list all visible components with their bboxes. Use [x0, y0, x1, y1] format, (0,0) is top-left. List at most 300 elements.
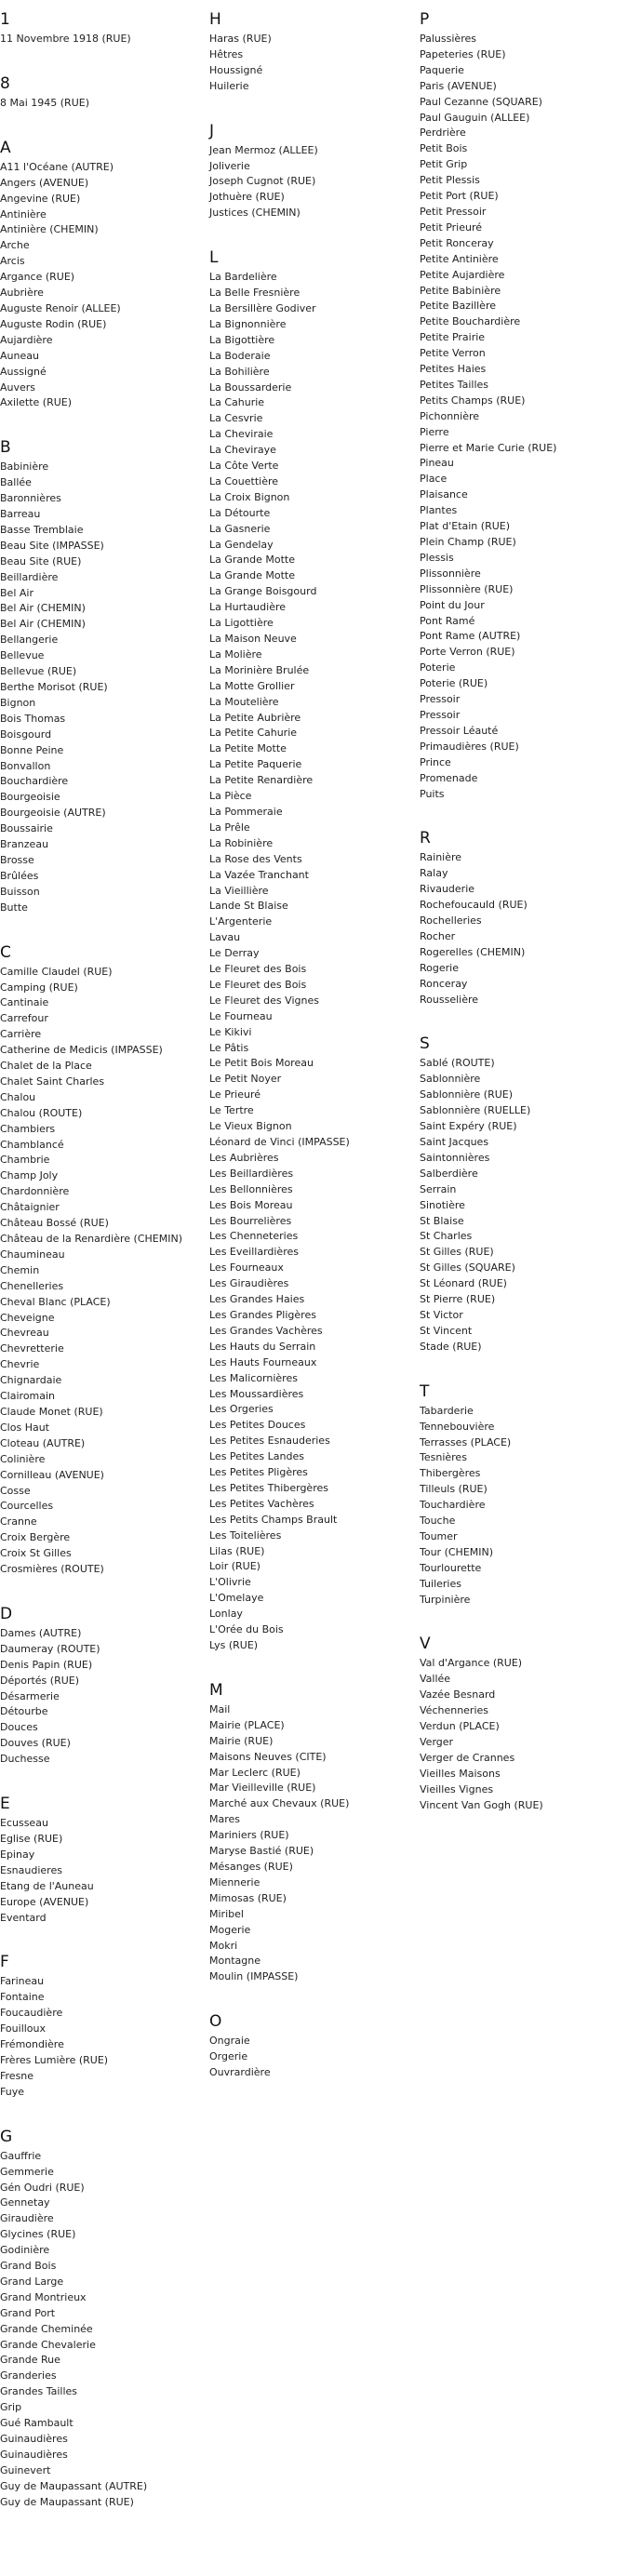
street-item: Petite Aujardière: [420, 268, 505, 281]
letter-section: [0, 942, 197, 1578]
street-list: [0, 32, 197, 47]
street-item: L'Olivrie: [209, 1576, 251, 1589]
street-item: Paris (AVENUE): [420, 79, 497, 92]
street-item: Lonlay: [209, 1608, 243, 1621]
letter-section: [420, 1634, 617, 1813]
street-item: La Motte Grollier: [209, 679, 295, 692]
street-item: Toumer: [420, 1529, 458, 1542]
street-list: [0, 965, 197, 1578]
street-item: Petite Bouchardière: [420, 315, 521, 328]
street-list: [0, 160, 197, 412]
street-item: Auvers: [0, 380, 36, 394]
street-item: L'Argenterie: [209, 915, 273, 928]
street-item: Les Toitelières: [209, 1528, 282, 1542]
letter-section: [420, 9, 617, 802]
street-item: La Ligottière: [209, 617, 274, 630]
street-item: Puits: [420, 787, 445, 800]
street-item: La Bohilière: [209, 365, 270, 378]
street-item: Duchesse: [0, 1753, 50, 1766]
street-item: Rogerelles (CHEMIN): [420, 945, 526, 958]
street-item: Cloteau (AUTRE): [0, 1436, 86, 1449]
street-item: Pressoir Léauté: [420, 724, 499, 737]
street-item: La Côte Verte: [209, 460, 279, 473]
street-item: Gemmerie: [0, 2165, 54, 2178]
street-item: Les Eveillardières: [209, 1246, 299, 1259]
street-item: Frères Lumière (RUE): [0, 2053, 109, 2066]
street-item: Chamblancé: [0, 1138, 64, 1151]
street-item: Rousselière: [420, 993, 479, 1006]
street-item: La Prêle: [209, 821, 250, 834]
street-item: Moulin (IMPASSE): [209, 1970, 299, 1983]
street-item: Château de la Renardière (CHEMIN): [0, 1233, 182, 1245]
street-item: Grand Montrieux: [0, 2290, 87, 2303]
street-item: Denis Papin (RUE): [0, 1658, 93, 1671]
street-item: Camille Claudel (RUE): [0, 965, 113, 978]
street-item: Bourgeoisie (AUTRE): [0, 807, 106, 820]
street-item: Bourgeoisie: [0, 791, 60, 804]
street-item: Sablonnière (RUELLE): [420, 1104, 531, 1117]
street-item: Détourbe: [0, 1705, 48, 1718]
street-item: Orgerie: [209, 2050, 248, 2063]
street-item: Petits Champs (RUE): [420, 394, 526, 407]
street-item: Arche: [0, 239, 30, 252]
letter-section: [0, 437, 197, 915]
street-item: Godinière: [0, 2244, 50, 2257]
street-item: Etang de l'Auneau: [0, 1879, 94, 1892]
street-list: [420, 1404, 617, 1608]
street-item: Rivauderie: [420, 883, 475, 896]
section-letter-heading: F: [0, 1953, 9, 1972]
street-item: Léonard de Vinci (IMPASSE): [209, 1136, 350, 1148]
street-item: Plein Champ (RUE): [420, 536, 516, 548]
street-item: Chaumineau: [0, 1248, 65, 1261]
street-item: Tourlourette: [420, 1561, 482, 1574]
street-item: Carrefour: [0, 1012, 48, 1025]
street-item: Miribel: [209, 1907, 244, 1920]
street-item: La Vieillière: [209, 884, 269, 897]
street-item: Douces: [0, 1721, 38, 1734]
letter-section: [209, 121, 407, 222]
street-item: Sablonnière (RUE): [420, 1088, 514, 1101]
street-item: La Cheviraye: [209, 444, 276, 457]
street-item: Boussairie: [0, 822, 53, 835]
street-item: Eventard: [0, 1911, 47, 1924]
street-item: Petite Babinière: [420, 284, 501, 297]
section-letter-heading: 8: [0, 73, 10, 93]
street-item: Daumeray (ROUTE): [0, 1642, 100, 1655]
street-item: Le Fleuret des Vignes: [209, 994, 319, 1007]
street-item: Petit Plessis: [420, 174, 480, 187]
street-item: Petite Prairie: [420, 331, 486, 344]
street-item: Colinière: [0, 1452, 46, 1465]
street-item: 8 Mai 1945 (RUE): [0, 96, 89, 109]
street-item: Carrière: [0, 1028, 42, 1041]
street-item: Les Petites Vachères: [209, 1497, 314, 1510]
street-item: Prince: [420, 755, 451, 768]
street-item: Montagne: [209, 1955, 261, 1968]
street-item: Plissonnière: [420, 567, 481, 580]
street-item: Jothuère (RUE): [209, 191, 285, 204]
section-letter-heading: 1: [0, 10, 10, 29]
letter-section: [420, 1381, 617, 1608]
street-item: Saint Expéry (RUE): [420, 1120, 517, 1133]
section-letter-heading: R: [420, 829, 431, 848]
section-letter-heading: O: [209, 2012, 222, 2032]
street-item: Epinay: [0, 1848, 35, 1861]
street-item: Mimosas (RUE): [209, 1891, 287, 1904]
street-item: Eglise (RUE): [0, 1833, 63, 1845]
street-item: Gauffrie: [0, 2149, 42, 2162]
street-item: La Gasnerie: [209, 522, 271, 535]
street-item: La Boderaie: [209, 349, 271, 362]
street-item: La Moutelière: [209, 695, 279, 708]
street-item: Angers (AVENUE): [0, 176, 89, 189]
street-item: Antinière: [0, 207, 47, 220]
street-item: Petite Verron: [420, 347, 486, 360]
section-letter-heading: M: [209, 1680, 223, 1700]
street-item: Beau Site (IMPASSE): [0, 539, 104, 552]
street-item: Fuye: [0, 2085, 24, 2098]
street-item: Foucaudière: [0, 2007, 63, 2020]
street-item: Lavau: [209, 931, 241, 944]
street-item: Croix Bergère: [0, 1531, 71, 1544]
street-item: Chignardaie: [0, 1374, 62, 1387]
street-item: Chambrie: [0, 1154, 50, 1167]
street-item: Le Fleuret des Bois: [209, 978, 307, 991]
street-item: La Robinière: [209, 836, 274, 849]
street-item: Mail: [209, 1702, 231, 1715]
street-item: Ongraie: [209, 2035, 250, 2048]
section-letter-heading: S: [420, 1034, 430, 1054]
street-item: Petit Ronceray: [420, 236, 494, 249]
street-item: Chalet Saint Charles: [0, 1074, 105, 1088]
street-item: Hêtres: [209, 47, 244, 60]
section-letter-heading: J: [209, 121, 215, 140]
street-item: Petit Pressoir: [420, 205, 487, 218]
street-item: Bois Thomas: [0, 712, 66, 725]
street-item: St Gilles (SQUARE): [420, 1261, 515, 1275]
street-item: Lande St Blaise: [209, 900, 288, 913]
street-item: La Couettière: [209, 474, 279, 487]
street-item: Rochelleries: [420, 914, 482, 928]
street-item: Place: [420, 473, 448, 486]
street-item: Angevine (RUE): [0, 192, 81, 205]
street-item: Jean Mermoz (ALLEE): [209, 143, 318, 156]
street-item: L'Omelaye: [209, 1592, 264, 1605]
street-item: Véchenneries: [420, 1704, 489, 1717]
street-item: Miennerie: [209, 1875, 261, 1889]
street-item: Mogerie: [209, 1923, 251, 1936]
street-item: La Bersillère Godiver: [209, 301, 316, 314]
street-item: Les Bellonnières: [209, 1182, 293, 1195]
street-item: Granderies: [0, 2369, 57, 2382]
street-item: Le Petit Noyer: [209, 1073, 282, 1086]
street-item: Tuileries: [420, 1577, 461, 1590]
street-item: Fontaine: [0, 1991, 45, 2004]
street-item: Mar Leclerc (RUE): [209, 1766, 301, 1779]
letter-section: [0, 2127, 197, 2511]
street-item: Gén Oudri (RUE): [0, 2181, 85, 2194]
letter-section: [0, 138, 197, 412]
street-item: Pont Rame (AUTRE): [420, 630, 521, 643]
street-item: Arcis: [0, 255, 25, 268]
street-item: Cantinaie: [0, 996, 49, 1009]
street-item: Les Malicornières: [209, 1371, 298, 1384]
street-list: [0, 1816, 197, 1926]
street-item: La Rose des Vents: [209, 852, 302, 865]
street-item: Houssigné: [209, 63, 263, 76]
street-item: Petit Port (RUE): [420, 190, 499, 203]
street-item: Les Moussardières: [209, 1387, 304, 1400]
street-item: Pont Ramé: [420, 614, 475, 627]
street-item: St Pierre (RUE): [420, 1293, 496, 1306]
street-item: Mairie (RUE): [209, 1734, 274, 1747]
street-item: Guy de Maupassant (RUE): [0, 2495, 134, 2508]
street-item: Verger: [420, 1736, 454, 1748]
street-item: Rocher: [420, 929, 456, 942]
street-item: Dames (AUTRE): [0, 1626, 82, 1639]
street-item: Bignon: [0, 696, 36, 709]
street-item: Berthe Morisot (RUE): [0, 681, 108, 693]
street-item: Fresne: [0, 2069, 34, 2082]
street-list: [209, 32, 407, 95]
street-item: Tour (CHEMIN): [420, 1545, 494, 1558]
street-item: La Bignonnière: [209, 317, 287, 330]
street-item: Petit Bois: [420, 142, 468, 155]
street-item: Guinaudières: [0, 2448, 68, 2461]
street-item: Mairie (PLACE): [209, 1718, 285, 1731]
street-item: Tennebouvière: [420, 1420, 495, 1433]
street-item: Buisson: [0, 885, 40, 898]
street-item: Le Vieux Bignon: [209, 1120, 292, 1133]
street-item: Huilerie: [209, 79, 249, 92]
street-item: Brosse: [0, 853, 34, 866]
street-item: Cranne: [0, 1515, 37, 1528]
street-item: Perdrière: [420, 127, 466, 140]
street-item: Thibergères: [420, 1467, 481, 1480]
street-item: La Belle Fresnière: [209, 287, 301, 300]
street-item: La Grande Motte: [209, 569, 295, 582]
column-1: [0, 9, 197, 2537]
street-item: Butte: [0, 901, 28, 914]
street-item: Tabarderie: [420, 1404, 474, 1417]
street-item: Bel Air: [0, 586, 33, 599]
column-3: [420, 9, 617, 1840]
street-item: Antinière (CHEMIN): [0, 223, 99, 236]
street-item: Cheveigne: [0, 1311, 55, 1324]
street-item: Grand Bois: [0, 2260, 57, 2273]
street-item: Pichonnière: [420, 409, 480, 422]
street-item: Petites Tailles: [420, 378, 488, 391]
street-item: St Charles: [420, 1230, 473, 1243]
street-item: La Pièce: [209, 790, 252, 803]
street-list: [209, 1702, 407, 1985]
street-item: La Petite Paquerie: [209, 758, 302, 771]
street-item: Brûlées: [0, 869, 39, 882]
street-item: Les Petits Champs Brault: [209, 1513, 338, 1526]
street-item: Palussières: [420, 33, 476, 45]
street-item: Plat d'Etain (RUE): [420, 520, 511, 533]
street-list: [209, 143, 407, 222]
street-item: Les Chenneteries: [209, 1230, 299, 1243]
street-item: Chevreau: [0, 1327, 49, 1340]
street-item: Plessis: [420, 551, 454, 564]
street-item: La Grange Boisgourd: [209, 585, 317, 598]
section-letter-heading: L: [209, 248, 219, 268]
street-item: Camping (RUE): [0, 981, 78, 994]
street-item: Petites Haies: [420, 363, 487, 376]
street-item: Les Petites Douces: [209, 1419, 306, 1432]
street-item: Bellangerie: [0, 634, 59, 647]
street-item: Chardonnière: [0, 1185, 70, 1198]
street-list: [0, 1626, 197, 1768]
street-item: La Cesvrie: [209, 412, 263, 425]
street-item: Les Petites Thibergères: [209, 1481, 328, 1494]
street-item: Grande Cheminée: [0, 2322, 93, 2335]
street-item: Petit Prieuré: [420, 220, 482, 234]
street-item: Les Giraudières: [209, 1277, 289, 1290]
street-item: Les Fourneaux: [209, 1261, 284, 1275]
section-letter-heading: H: [209, 10, 221, 29]
street-item: Claude Monet (RUE): [0, 1405, 103, 1418]
street-item: Sinotière: [420, 1198, 465, 1211]
street-item: Le Derray: [209, 947, 260, 960]
street-item: Petit Grip: [420, 158, 468, 171]
street-item: St Blaise: [420, 1214, 464, 1227]
street-item: Chevretterie: [0, 1342, 64, 1355]
street-item: Turpinière: [420, 1593, 471, 1606]
section-letter-heading: P: [420, 10, 430, 29]
street-item: Le Prieuré: [209, 1088, 261, 1101]
street-item: Ralay: [420, 867, 448, 880]
street-item: Beau Site (RUE): [0, 554, 82, 567]
street-item: Bel Air (CHEMIN): [0, 602, 86, 615]
street-item: Chalou: [0, 1090, 36, 1103]
street-item: La Molière: [209, 647, 262, 661]
street-item: Promenade: [420, 771, 478, 784]
street-item: Verdun (PLACE): [420, 1720, 500, 1733]
street-item: Guinevert: [0, 2463, 51, 2476]
street-item: Crosmières (ROUTE): [0, 1563, 104, 1576]
street-item: Les Bois Moreau: [209, 1198, 293, 1211]
street-item: Sablonnière: [420, 1073, 481, 1086]
section-letter-heading: V: [420, 1635, 431, 1654]
street-item: La Gendelay: [209, 538, 274, 551]
street-item: Mar Vieilleville (RUE): [209, 1782, 316, 1795]
street-item: Point du Jour: [420, 598, 485, 611]
street-item: Plantes: [420, 504, 458, 517]
letter-section: [209, 2011, 407, 2081]
street-item: St Vincent: [420, 1324, 473, 1337]
street-item: Axilette (RUE): [0, 396, 73, 409]
letter-section: [209, 247, 407, 1654]
street-item: Vieilles Maisons: [420, 1767, 501, 1780]
street-item: Auguste Rodin (RUE): [0, 317, 107, 330]
letter-section: [0, 1794, 197, 1926]
street-item: Chemin: [0, 1263, 40, 1276]
street-item: Bouchardière: [0, 775, 69, 788]
street-item: Rainière: [420, 851, 462, 864]
street-item: Grip: [0, 2401, 22, 2414]
street-item: Les Petites Landes: [209, 1450, 304, 1463]
street-item: Tesnières: [420, 1451, 467, 1464]
street-item: La Maison Neuve: [209, 633, 297, 645]
street-item: Primaudières (RUE): [420, 740, 519, 753]
street-item: Bonvallon: [0, 759, 51, 772]
street-item: Chenelleries: [0, 1279, 64, 1292]
street-item: Les Grandes Pligères: [209, 1308, 316, 1321]
street-item: Plissonnière (RUE): [420, 582, 514, 595]
street-list: [209, 2034, 407, 2081]
street-item: Bel Air (CHEMIN): [0, 618, 86, 631]
street-item: Le Tertre: [209, 1104, 254, 1117]
street-item: Vallée: [420, 1673, 451, 1686]
street-item: Stade (RUE): [420, 1340, 482, 1353]
street-item: Pierre: [420, 425, 449, 438]
street-item: La Vazée Tranchant: [209, 868, 309, 881]
street-item: Ballée: [0, 476, 32, 489]
street-item: Cheval Blanc (PLACE): [0, 1295, 111, 1308]
section-letter-heading: C: [0, 942, 11, 962]
street-item: Les Bourrelières: [209, 1214, 292, 1227]
letter-section: [420, 1034, 617, 1355]
street-item: Les Grandes Haies: [209, 1293, 305, 1306]
street-item: Bonne Peine: [0, 743, 64, 756]
street-item: Serrain: [420, 1182, 457, 1195]
street-item: Ronceray: [420, 977, 468, 990]
street-item: Mokri: [209, 1939, 238, 1952]
street-item: Auneau: [0, 349, 39, 362]
street-item: Les Orgeries: [209, 1403, 274, 1416]
column-2: [209, 9, 407, 2107]
letter-section: [0, 1952, 197, 2100]
street-list: [420, 850, 617, 1008]
street-item: Croix St Gilles: [0, 1547, 72, 1560]
street-item: Les Grandes Vachères: [209, 1324, 323, 1337]
street-item: Châtaignier: [0, 1201, 60, 1214]
street-item: Grandes Tailles: [0, 2385, 78, 2398]
street-item: Vincent Van Gogh (RUE): [420, 1798, 543, 1811]
street-item: Pierre et Marie Curie (RUE): [420, 441, 557, 454]
street-item: Babinière: [0, 460, 49, 474]
street-item: La Bardelière: [209, 271, 277, 284]
section-letter-heading: D: [0, 1604, 13, 1623]
street-item: L'Orée du Bois: [209, 1623, 284, 1636]
street-item: Poterie (RUE): [420, 677, 488, 690]
street-item: La Grande Motte: [209, 554, 295, 567]
street-item: Les Aubrières: [209, 1151, 279, 1164]
street-item: Ecusseau: [0, 1817, 48, 1830]
street-item: La Petite Renardière: [209, 774, 314, 787]
street-item: Ouvrardière: [209, 2066, 271, 2079]
street-item: Plaisance: [420, 488, 468, 501]
street-item: Europe (AVENUE): [0, 1895, 89, 1908]
street-item: Esnaudieres: [0, 1863, 62, 1876]
street-item: Champ Joly: [0, 1169, 59, 1182]
section-letter-heading: A: [0, 138, 11, 157]
street-item: Touche: [420, 1515, 456, 1528]
street-item: Tilleuls (RUE): [420, 1483, 488, 1496]
section-letter-heading: T: [420, 1381, 430, 1401]
street-item: Guinaudières: [0, 2433, 68, 2445]
street-item: Petite Bazillère: [420, 300, 497, 313]
street-item: Lys (RUE): [209, 1639, 259, 1651]
street-item: Fouilloux: [0, 2022, 47, 2035]
street-item: Déportés (RUE): [0, 1674, 80, 1687]
street-item: Branzeau: [0, 838, 49, 851]
street-item: Courcelles: [0, 1500, 54, 1513]
street-item: Pressoir: [420, 693, 461, 706]
